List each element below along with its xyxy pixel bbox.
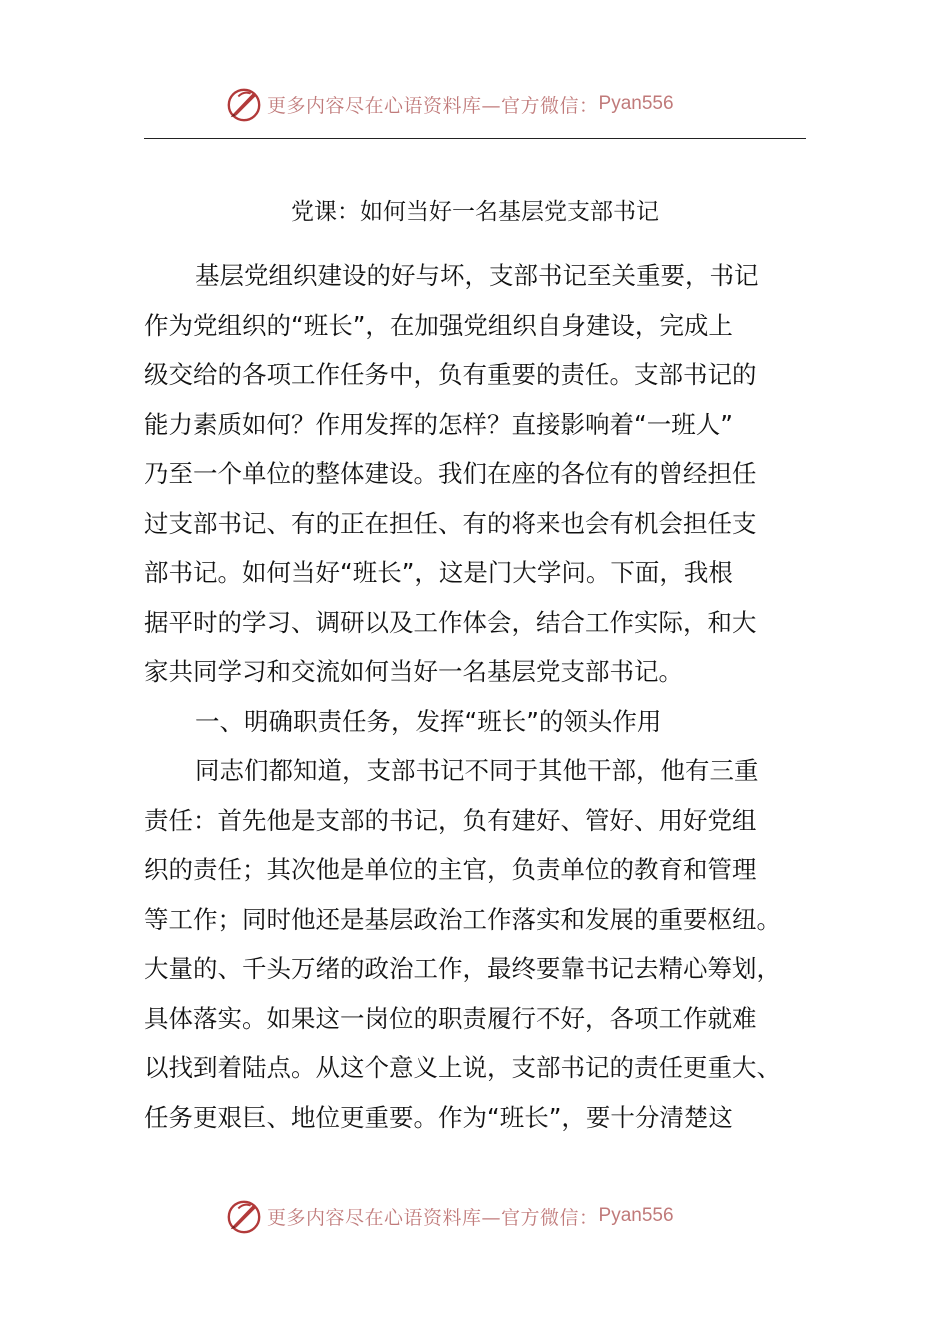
footer-watermark-banner [225,1196,745,1236]
document-title: 党课：如何当好一名基层党支部书记 [291,199,659,225]
header-divider [144,138,806,139]
paragraph-line: 大量的、千头万绪的政治工作，最终要靠书记去精心筹划， [144,954,781,983]
pen-logo-icon [225,1197,263,1235]
section-heading: 一、明确职责任务，发挥“班长”的领头作用 [195,706,662,736]
paragraph-line: 部书记。如何当好“班长”，这是门大学问。下面，我根 [144,558,733,587]
paragraph-line: 家共同学习和交流如何当好一名基层党支部书记。 [144,657,683,686]
paragraph-line: 能力素质如何？作用发挥的怎样？直接影响着“一班人” [144,409,733,439]
paragraph-line: 作为党组织的“班长”，在加强党组织自身建设，完成上 [144,310,733,340]
paragraph-line: 任务更艰巨、地位更重要。作为“班长”，要十分清楚这 [144,1102,733,1132]
paragraph-line: 据平时的学习、调研以及工作体会，结合工作实际，和大 [144,607,757,637]
paragraph-line: 过支部书记、有的正在担任、有的将来也会有机会担任支 [144,508,757,538]
paragraph-line: 同志们都知道，支部书记不同于其他干部，他有三重 [195,756,759,785]
paragraph-line: 等工作；同时他还是基层政治工作落实和发展的重要枢纽。 [144,904,781,934]
paragraph-line: 以找到着陆点。从这个意义上说，支部书记的责任更重大、 [144,1053,781,1082]
paragraph-line: 具体落实。如果这一岗位的职责履行不好，各项工作就难 [144,1003,757,1033]
banner-text: 更多内容尽在心语资料库—官方微信： [267,1206,599,1229]
banner-wechat-id: Pyan556 [598,1205,674,1226]
pen-logo-icon [225,85,263,123]
banner-text: 更多内容尽在心语资料库—官方微信： [267,94,599,117]
paragraph-line: 级交给的各项工作任务中，负有重要的责任。支部书记的 [144,360,757,389]
paragraph-line: 责任：首先他是支部的书记，负有建好、管好、用好党组 [144,805,757,835]
header-watermark-banner [225,84,745,124]
paragraph-line: 乃至一个单位的整体建设。我们在座的各位有的曾经担任 [144,459,757,488]
banner-wechat-id: Pyan556 [598,93,674,114]
paragraph-line: 基层党组织建设的好与坏，支部书记至关重要，书记 [195,261,759,290]
paragraph-line: 织的责任；其次他是单位的主官，负责单位的教育和管理 [144,855,757,884]
